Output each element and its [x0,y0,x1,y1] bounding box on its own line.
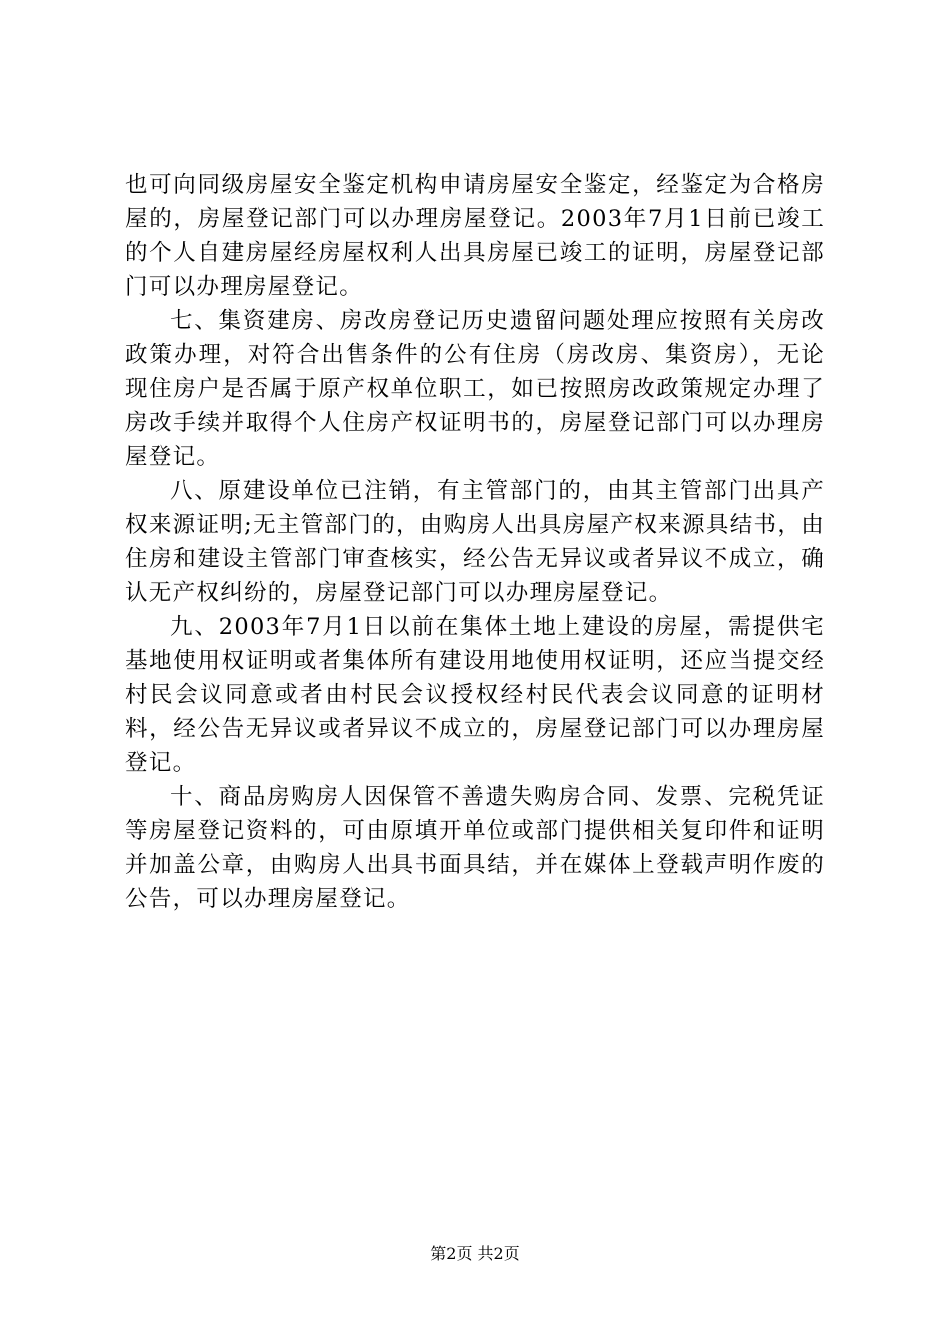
document-body [125,168,825,916]
paragraph-item-9: 九、2003年7月1日以前在集体土地上建设的房屋，需提供宅基地使用权证明或者集体所有建设用地使用权证明，还应当提交经村民会议同意或者由村民会议授权经村民代表会议同意的证明材料，经公告无异议或者异议不成立的，房屋登记部门可以办理房屋登记。 [125,614,825,776]
paragraph-item-8: 八、原建设单位已注销，有主管部门的，由其主管部门出具产权来源证明;无主管部门的，由购房人出具房屋产权来源具结书，由住房和建设主管部门审查核实，经公告无异议或者异议不成立，确认无产权纠纷的，房屋登记部门可以办理房屋登记。 [125,478,825,606]
paragraph-item-7: 七、集资建房、房改房登记历史遗留问题处理应按照有关房改政策办理，对符合出售条件的公有住房（房改房、集资房），无论现住房户是否属于原产权单位职工，如已按照房改政策规定办理了房改手续并取得个人住房产权证明书的，房屋登记部门可以办理房屋登记。 [125,308,825,470]
page-number-footer: 第2页 共2页 [430,1244,520,1263]
paragraph-continuation: 也可向同级房屋安全鉴定机构申请房屋安全鉴定，经鉴定为合格房屋的，房屋登记部门可以办理房屋登记。2003年7月1日前已竣工的个人自建房屋经房屋权利人出具房屋已竣工的证明，房屋登记部门可以办理房屋登记。 [125,172,825,300]
paragraph-item-10: 十、商品房购房人因保管不善遗失购房合同、发票、完税凭证等房屋登记资料的，可由原填开单位或部门提供相关复印件和证明并加盖公章，由购房人出具书面具结，并在媒体上登载声明作废的公告，可以办理房屋登记。 [125,784,825,912]
